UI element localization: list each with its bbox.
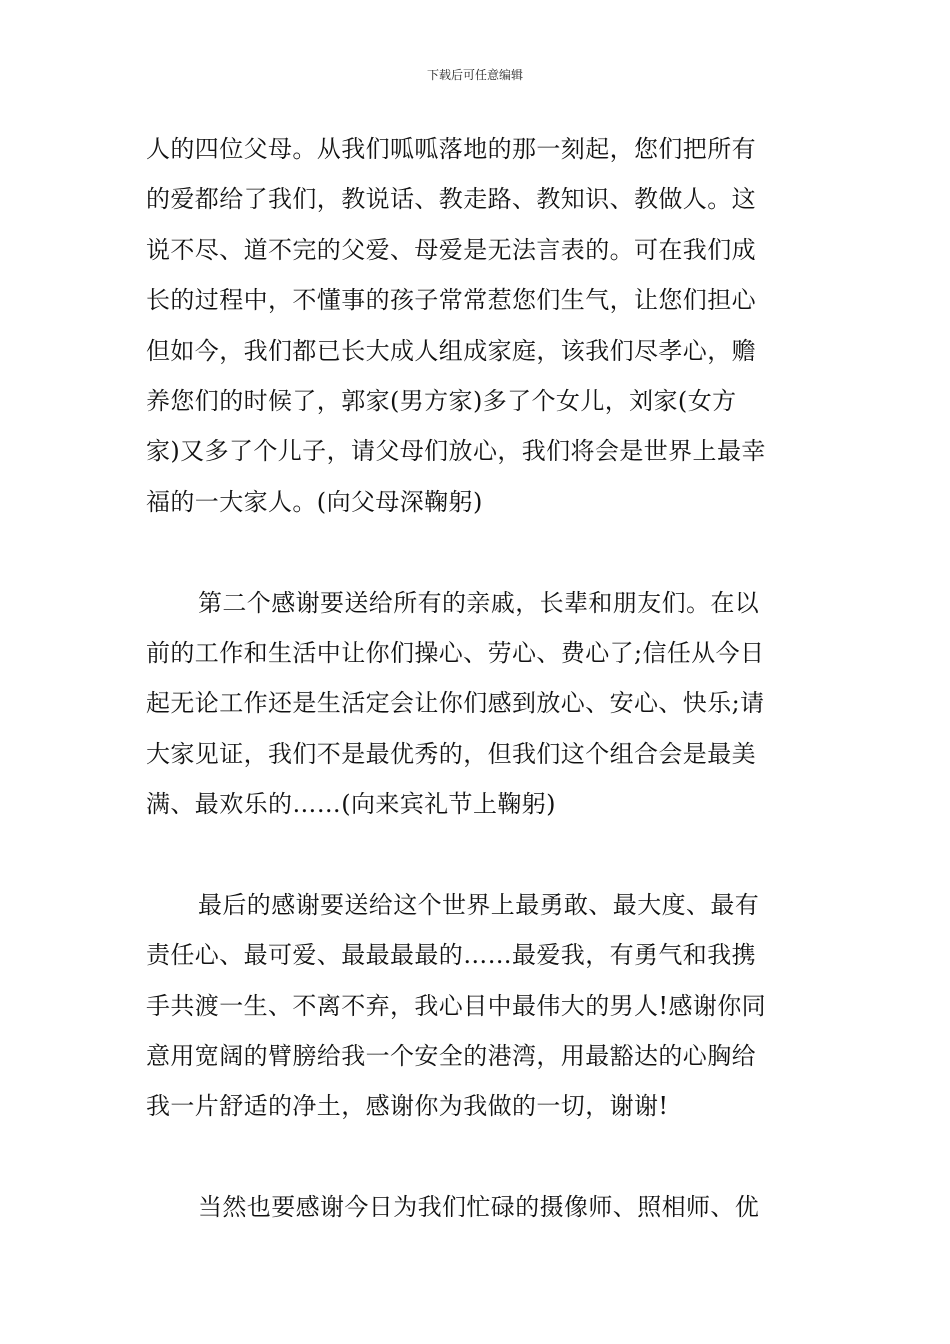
text-line: 说不尽、道不完的父爱、母爱是无法言表的。可在我们成 xyxy=(146,235,756,264)
text-line: 责任心、最可爱、最最最最的……最爱我，有勇气和我携 xyxy=(146,941,756,970)
text-line: 养您们的时候了，郭家(男方家)多了个女儿，刘家(女方 xyxy=(146,386,737,415)
text-line: 第二个感谢要送给所有的亲戚，长辈和朋友们。在以 xyxy=(198,588,760,617)
paragraph-staff xyxy=(146,1182,810,1232)
paragraph-relatives xyxy=(146,578,810,830)
text-line: 意用宽阔的臂膀给我一个安全的港湾，用最豁达的心胸给 xyxy=(146,1042,756,1071)
text-line: 长的过程中，不懂事的孩子常常惹您们生气，让您们担心 xyxy=(146,286,756,315)
text-line: 前的工作和生活中让你们操心、劳心、费心了;信任从今日 xyxy=(146,638,765,667)
text-line: 起无论工作还是生活定会让你们感到放心、安心、快乐;请 xyxy=(146,689,765,718)
paragraph-parents xyxy=(146,124,810,527)
page-header: 下载后可任意编辑 xyxy=(426,68,523,82)
text-line: 大家见证，我们不是最优秀的，但我们这个组合会是最美 xyxy=(146,739,756,768)
text-line: 最后的感谢要送给这个世界上最勇敢、最大度、最有 xyxy=(198,890,760,919)
text-line: 手共渡一生、不离不弃，我心目中最伟大的男人!感谢你同 xyxy=(146,991,767,1020)
text-line: 的爱都给了我们，教说话、教走路、教知识、教做人。这 xyxy=(146,185,756,214)
text-line: 福的一大家人。(向父母深鞠躬) xyxy=(146,487,483,516)
document-body xyxy=(146,124,810,1233)
text-line: 家)又多了个儿子，请父母们放心，我们将会是世界上最幸 xyxy=(146,437,766,466)
paragraph-gap xyxy=(146,527,810,577)
text-line: 人的四位父母。从我们呱呱落地的那一刻起，您们把所有 xyxy=(146,135,756,163)
text-line: 当然也要感谢今日为我们忙碌的摄像师、照相师、优 xyxy=(198,1193,760,1222)
text-line: 但如今，我们都已长大成人组成家庭，该我们尽孝心，赡 xyxy=(146,336,756,365)
text-line: 我一片舒适的净土，感谢你为我做的一切，谢谢! xyxy=(146,1092,669,1121)
paragraph-gap xyxy=(146,1132,810,1182)
paragraph-husband xyxy=(146,880,810,1132)
paragraph-gap xyxy=(146,829,810,879)
text-line: 满、最欢乐的……(向来宾礼节上鞠躬) xyxy=(146,790,556,819)
